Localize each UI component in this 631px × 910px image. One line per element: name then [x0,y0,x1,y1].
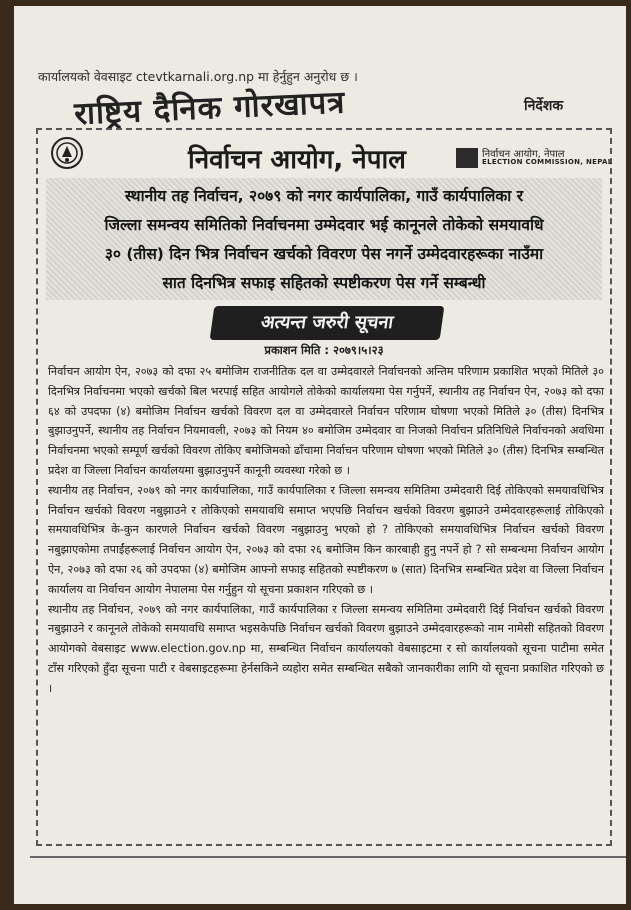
subject-line: ३० (तीस) दिन भित्र निर्वाचन खर्चको विवरण पेस नगर्ने उम्मेदवारहरूका नाउँमा [104,245,544,263]
ec-logo-icon [456,148,478,168]
body-paragraph: निर्वाचन आयोग ऐन, २०७३ को दफा २५ बमोजिम राजनीतिक दल वा उम्मेदवारले निर्वाचनको अन्तिम परिणाम प्रकाशित भएको मितिले ३० दिनभित्र निर्वाचनमा भएको खर्चको बिल भरपाई सहित आयोगले तोकेको कार्यालयमा पेस गर्नुपर्ने, स्थानीय तह निर्वाचन ऐन, २०७३ को दफा ६४ को उपदफा (४) बमोजिम निर्वाचन खर्चको विवरण दल वा उम्मेदवारले निर्वाचन परिणाम घोषणा भएको मितिले ३० (तीस) दिनभित्र बुझाउनुपर्ने, स्थानीय तह निर्वाचन नियमावली, २०७३ को नियम ४० बमोजिम उम्मेदवार वा निजको निर्वाचन प्रतिनिधिले निर्वाचनको अवधिमा निर्वाचनमा भएको सम्पूर्ण खर्चको विवरण तोकिए बमोजिमको ढाँचामा निर्वाचन परिणाम घोषणा भएको मितिले ३० (तीस) दिनभित्र सम्बन्धित प्रदेश वा जिल्ला निर्वाचन कार्यालयमा बुझाउनुपर्ने कानूनी व्यवस्था गरेको छ । [48,365,604,477]
election-commission-logo [456,146,613,172]
newspaper-page [14,6,626,904]
commission-title: निर्वाचन आयोग, नेपाल [188,145,406,175]
election-notice [36,128,612,846]
subject-line: जिल्ला समन्वय समितिको निर्वाचनमा उम्मेदवार भई कानूनले तोकेको समयावधि [104,216,544,234]
publish-date: प्रकाशन मिति : २०७९।५।२३ [264,343,384,357]
newspaper-masthead: राष्ट्रिय दैनिक गोरखापत्र [73,84,347,133]
body-paragraph: स्थानीय तह निर्वाचन, २०७९ को नगर कार्यपालिका, गाउँ कार्यपालिका र जिल्ला समन्वय समितिमा उम्मेदवारी दिई निर्वाचन खर्चको विवरण नबुझाउने र कानूनले तोकेको समयावधि समाप्त भइसकेपछि निर्वाचन खर्चको विवरण बुझाउने उम्मेदवारहरूको नाम नामेसी सहितको विवरण आयोगको वेबसाइट www.election.gov.np मा, सम्बन्धित निर्वाचन कार्यालयको वेबसाइटमा र सो कार्यालयको सूचना पाटीमा समेत टाँस गरिएको हुँदा सूचना पाटी र वेबसाइटहरूमा हेर्नसकिने व्यहोरा समेत सम्बन्धित सबैको जानकारीका लागि यो सूचना प्रकाशित गरिएको छ । [48,602,604,695]
notice-body [48,362,604,699]
notice-subject [46,182,602,298]
website-request-line: कार्यालयको वेवसाइट ctevtkarnali.org.np मा हेर्नुहुन अनुरोध छ । [38,69,358,84]
urgent-notice-banner: अत्यन्त जरुरी सूचना [210,306,445,340]
ec-logo-nepali: निर्वाचन आयोग, नेपाल [482,149,565,160]
body-paragraph: स्थानीय तह निर्वाचन, २०७९ को नगर कार्यपालिका, गाउँ कार्यपालिका र जिल्ला समन्वय समितिमा उम्मेदवारी दिई तोकिएको समयावधिभित्र निर्वाचन खर्चको विवरण नबुझाउने र तोकिएको समयावधि समाप्त भएपछि निर्वाचन खर्चको विवरण बुझाउने उम्मेदवारहरूलाई तोकिएको समयावधिभित्र के-कुन कारणले निर्वाचन खर्चको विवरण नबुझाउनु भएको हो ? तोकिएको समयावधिभित्र निर्वाचन खर्चको विवरण नबुझाएकोमा तपाईंहरूलाई निर्वाचन आयोग ऐन, २०७३ को दफा २६ बमोजिम किन कारबाही हुनु नपर्ने हो ? सो सम्बन्धमा निर्वाचन आयोग ऐन, २०७३ को दफा २६ को उपदफा (४) बमोजिम आफ्नो सफाइ सहितको स्पष्टीकरण ७ (सात) दिनभित्र सम्बन्धित प्रदेश वा जिल्ला निर्वाचन कार्यालय वा निर्वाचन आयोग नेपालमा पेस गर्नुहुन यो सूचना प्रकाशन गरिएको छ । [48,483,604,596]
notice-header [38,136,613,178]
bottom-rule [30,856,626,858]
subject-line: स्थानीय तह निर्वाचन, २०७९ को नगर कार्यपालिका, गाउँ कार्यपालिका र [124,187,524,205]
ec-logo-english: ELECTION COMMISSION, NEPAL [482,158,613,166]
subject-line: सात दिनभित्र सफाइ सहितको स्पष्टीकरण पेस गर्ने सम्बन्धी [162,274,486,292]
nepal-emblem-icon [50,136,84,170]
director-label: निर्देशक [524,98,564,114]
